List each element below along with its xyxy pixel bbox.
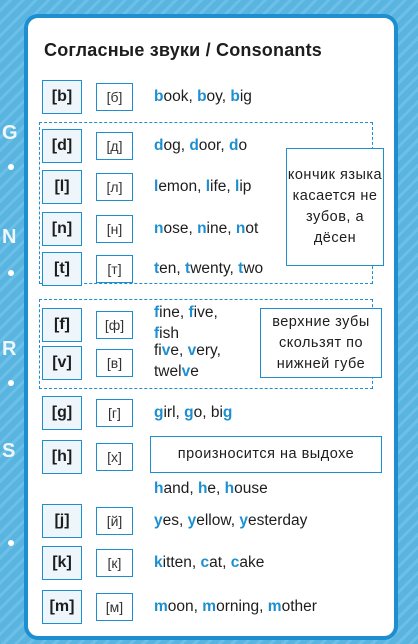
side-letter-n: N [2,226,17,248]
highlighted-letters: c [230,554,240,571]
word-text: ose, [163,220,198,237]
ipa-symbol: [j] [42,504,82,538]
word-text: ig [239,88,252,105]
word-text: ip [239,178,252,195]
example-words [154,340,221,382]
word-text: esterday [247,512,308,529]
example-words [154,178,251,196]
cyrillic-equivalent: [в] [96,349,133,377]
highlighted-letters: h [197,480,208,497]
consonants-card [24,14,398,640]
word-text: oor, [198,137,229,154]
example-words [154,404,232,422]
sound-row [28,80,394,116]
highlighted-letters: g [154,404,164,421]
highlighted-letters: y [154,512,163,529]
highlighted-letters: y [239,512,248,529]
highlighted-letters: f [188,304,194,321]
word-text: og, [163,137,190,154]
example-words [154,554,264,572]
ipa-symbol: [h] [42,440,82,474]
ipa-symbol: [n] [42,212,82,246]
highlighted-letters: b [230,88,240,105]
highlighted-letters: g [222,404,233,421]
example-words [154,88,252,106]
highlighted-letters: l [205,178,211,195]
word-text: bi [210,404,223,421]
cyrillic-equivalent: [д] [96,132,133,160]
word-text: ife, [210,178,235,195]
highlighted-letters: y [187,512,197,529]
cyrillic-equivalent: [х] [96,443,133,471]
side-dot [8,164,14,170]
highlighted-letters: n [154,220,164,237]
example-words [154,598,317,616]
word-text: en, [159,260,186,277]
ipa-symbol: [t] [42,252,82,286]
highlighted-letters: v [161,342,171,359]
highlighted-letters: f [154,304,160,321]
ipa-symbol: [b] [42,80,82,114]
highlighted-letters: l [154,178,159,195]
highlighted-letters: b [197,88,207,105]
word-text: at, [209,554,231,571]
word-text: irl, [163,404,185,421]
word-text: e [190,363,199,380]
cyrillic-equivalent: [г] [96,399,133,427]
side-dot [8,380,14,386]
highlighted-letters: c [200,554,210,571]
note-tongue: кончик языка касается не зубов, а дёсен [286,148,384,266]
ipa-symbol: [v] [42,346,82,380]
cyrillic-equivalent: [м] [96,593,133,621]
ipa-symbol: [m] [42,590,82,624]
word-text: twel [154,363,182,380]
word-text: other [281,598,317,615]
word-text: ook, [163,88,198,105]
highlighted-letters: t [154,260,160,277]
highlighted-letters: t [238,260,244,277]
cyrillic-equivalent: [н] [96,215,133,243]
word-text: e, [170,342,188,359]
cyrillic-equivalent: [б] [96,83,133,111]
highlighted-letters: h [154,480,164,497]
highlighted-letters: m [202,598,217,615]
word-text: o, [193,404,211,421]
cyrillic-equivalent: [л] [96,173,133,201]
example-words [154,137,247,155]
word-text: ot [245,220,259,237]
highlighted-letters: d [154,137,164,154]
ipa-symbol: [k] [42,546,82,580]
highlighted-letters: n [197,220,207,237]
highlighted-letters: g [184,404,194,421]
word-text: ake [239,554,265,571]
word-text: o [238,137,248,154]
example-words [154,220,258,238]
side-letter-r: R [2,338,17,360]
side-dot [8,540,14,546]
word-text: wo [243,260,264,277]
note-breath: произносится на выдохе [150,436,382,473]
highlighted-letters: b [154,88,164,105]
side-letter-g: G [2,122,18,144]
sound-row [28,546,394,582]
card-title: Согласные звуки / Consonants [44,40,323,60]
highlighted-letters: h [224,480,235,497]
word-text: ine, [206,220,236,237]
sound-row [28,396,394,432]
highlighted-letters: k [154,554,163,571]
highlighted-letters: m [267,598,282,615]
word-text: ouse [234,480,268,497]
word-text: oon, [167,598,203,615]
word-text: ive, [193,304,218,321]
example-words [154,302,218,344]
word-text: wenty, [190,260,239,277]
side-letter-s: S [2,440,16,462]
highlighted-letters: l [235,178,240,195]
word-text: itten, [162,554,201,571]
cyrillic-equivalent: [т] [96,255,133,283]
highlighted-letters: t [185,260,191,277]
word-text: and, [163,480,198,497]
highlighted-letters: d [189,137,199,154]
ipa-symbol: [l] [42,170,82,204]
word-text: es, [162,512,188,529]
cyrillic-equivalent: [ф] [96,311,133,339]
word-text: ish [159,325,179,342]
side-dot [8,270,14,276]
example-words [154,480,268,498]
word-text: fi [154,342,162,359]
note-teeth: верхние зубы скользят по нижней губе [260,308,382,378]
highlighted-letters: d [228,137,239,154]
highlighted-letters: v [181,363,191,380]
example-words [154,512,307,530]
word-text: ine, [159,304,189,321]
word-text: e, [207,480,225,497]
highlighted-letters: m [154,598,168,615]
highlighted-letters: n [235,220,246,237]
highlighted-letters: f [154,325,160,342]
ipa-symbol: [f] [42,308,82,342]
ipa-symbol: [g] [42,396,82,430]
word-text: ery, [196,342,221,359]
cyrillic-equivalent: [й] [96,507,133,535]
word-text: emon, [158,178,206,195]
sound-row [28,504,394,540]
example-words [154,260,263,278]
word-text: ellow, [196,512,240,529]
ipa-symbol: [d] [42,129,82,163]
sound-row [28,590,394,626]
word-text: orning, [216,598,268,615]
highlighted-letters: v [187,342,197,359]
word-text: oy, [206,88,231,105]
cyrillic-equivalent: [к] [96,549,133,577]
